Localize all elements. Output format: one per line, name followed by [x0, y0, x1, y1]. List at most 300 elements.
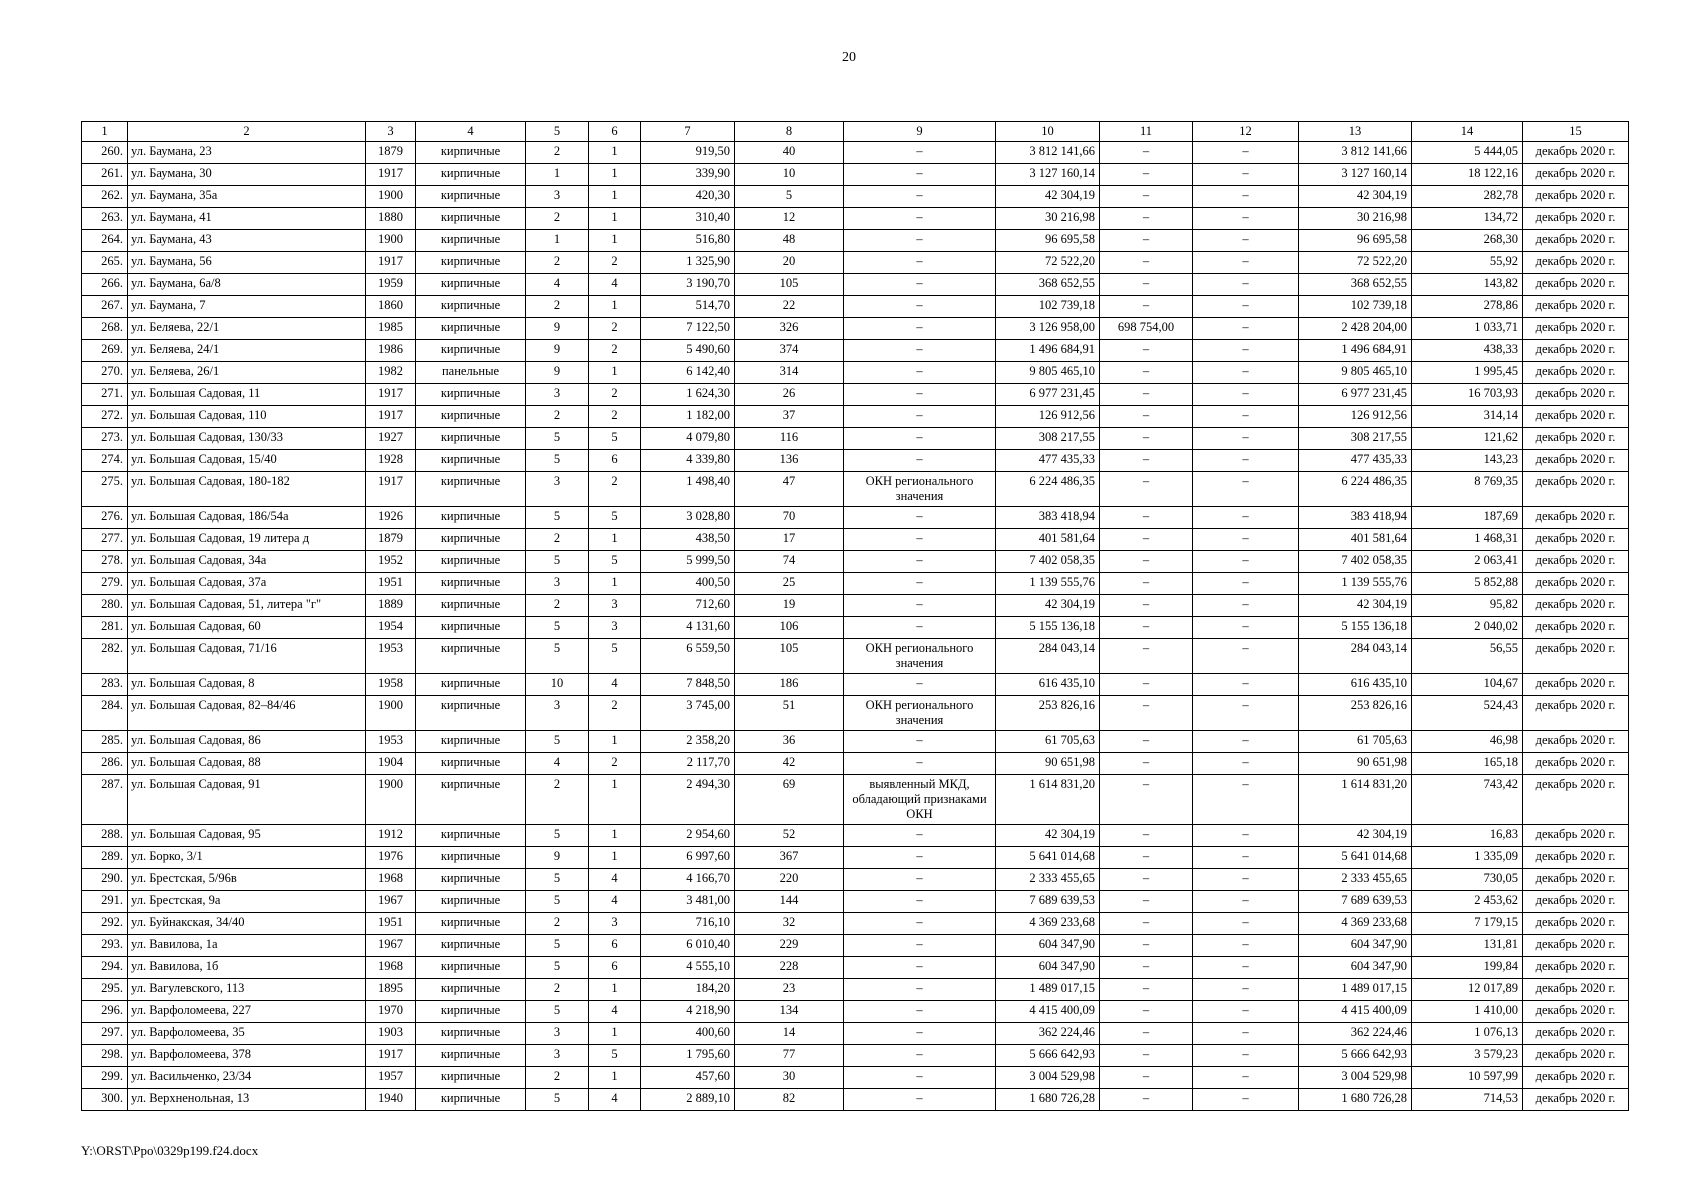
wall-material-cell: кирпичные: [416, 164, 526, 186]
column-header-12: 12: [1193, 122, 1299, 142]
cost-col-13-cell: 2 333 455,65: [1299, 869, 1412, 891]
cost-col-12-cell: –: [1193, 186, 1299, 208]
heritage-status-cell: –: [844, 551, 996, 573]
table-row: [82, 869, 1629, 891]
floors-cell: 9: [526, 847, 589, 869]
cost-col-11-cell: –: [1100, 731, 1193, 753]
wall-material-cell: кирпичные: [416, 825, 526, 847]
address-cell: ул. Большая Садовая, 71/16: [128, 639, 366, 674]
total-cost-cell: 1 489 017,15: [996, 979, 1100, 1001]
heritage-status-cell: –: [844, 891, 996, 913]
table-row: [82, 450, 1629, 472]
cost-col-13-cell: 61 705,63: [1299, 731, 1412, 753]
wall-material-cell: кирпичные: [416, 979, 526, 1001]
cost-per-unit-cell: 438,33: [1412, 340, 1523, 362]
cost-col-13-cell: 4 369 233,68: [1299, 913, 1412, 935]
floors-cell: 1: [526, 230, 589, 252]
cost-col-12-cell: –: [1193, 384, 1299, 406]
floors-cell: 5: [526, 935, 589, 957]
table-row: [82, 573, 1629, 595]
residents-cell: 69: [735, 775, 844, 825]
floors-cell: 5: [526, 639, 589, 674]
total-cost-cell: 477 435,33: [996, 450, 1100, 472]
year-built-cell: 1976: [366, 847, 416, 869]
cost-per-unit-cell: 187,69: [1412, 507, 1523, 529]
heritage-status-cell: –: [844, 252, 996, 274]
heritage-status-cell: ОКН регионального значения: [844, 472, 996, 507]
entrances-cell: 1: [589, 825, 641, 847]
year-built-cell: 1917: [366, 164, 416, 186]
floors-cell: 1: [526, 164, 589, 186]
floors-cell: 5: [526, 1001, 589, 1023]
residents-cell: 134: [735, 1001, 844, 1023]
address-cell: ул. Вавилова, 1б: [128, 957, 366, 979]
completion-date-cell: декабрь 2020 г.: [1523, 252, 1629, 274]
row-number-cell: 296.: [82, 1001, 128, 1023]
heritage-status-cell: –: [844, 731, 996, 753]
area-cell: 1 795,60: [641, 1045, 735, 1067]
cost-col-13-cell: 362 224,46: [1299, 1023, 1412, 1045]
cost-per-unit-cell: 1 076,13: [1412, 1023, 1523, 1045]
address-cell: ул. Васильченко, 23/34: [128, 1067, 366, 1089]
completion-date-cell: декабрь 2020 г.: [1523, 696, 1629, 731]
entrances-cell: 1: [589, 529, 641, 551]
year-built-cell: 1879: [366, 529, 416, 551]
table-row: [82, 891, 1629, 913]
table-row: [82, 753, 1629, 775]
heritage-status-cell: –: [844, 1045, 996, 1067]
cost-col-11-cell: –: [1100, 296, 1193, 318]
year-built-cell: 1926: [366, 507, 416, 529]
floors-cell: 2: [526, 775, 589, 825]
page-number: 20: [842, 50, 856, 65]
residents-cell: 42: [735, 753, 844, 775]
year-built-cell: 1928: [366, 450, 416, 472]
year-built-cell: 1900: [366, 230, 416, 252]
year-built-cell: 1970: [366, 1001, 416, 1023]
address-cell: ул. Большая Садовая, 19 литера д: [128, 529, 366, 551]
wall-material-cell: кирпичные: [416, 340, 526, 362]
wall-material-cell: кирпичные: [416, 384, 526, 406]
cost-col-11-cell: –: [1100, 252, 1193, 274]
residents-cell: 326: [735, 318, 844, 340]
floors-cell: 5: [526, 731, 589, 753]
total-cost-cell: 9 805 465,10: [996, 362, 1100, 384]
cost-col-11-cell: –: [1100, 617, 1193, 639]
total-cost-cell: 604 347,90: [996, 935, 1100, 957]
cost-per-unit-cell: 5 852,88: [1412, 573, 1523, 595]
year-built-cell: 1959: [366, 274, 416, 296]
residents-cell: 105: [735, 639, 844, 674]
cost-col-13-cell: 477 435,33: [1299, 450, 1412, 472]
heritage-status-cell: –: [844, 142, 996, 164]
year-built-cell: 1900: [366, 775, 416, 825]
address-cell: ул. Большая Садовая, 186/54а: [128, 507, 366, 529]
row-number-cell: 268.: [82, 318, 128, 340]
table-row: [82, 551, 1629, 573]
year-built-cell: 1917: [366, 472, 416, 507]
floors-cell: 5: [526, 428, 589, 450]
cost-col-13-cell: 9 805 465,10: [1299, 362, 1412, 384]
total-cost-cell: 1 680 726,28: [996, 1089, 1100, 1111]
area-cell: 5 999,50: [641, 551, 735, 573]
row-number-cell: 294.: [82, 957, 128, 979]
table-row: [82, 318, 1629, 340]
row-number-cell: 267.: [82, 296, 128, 318]
residents-cell: 22: [735, 296, 844, 318]
total-cost-cell: 3 127 160,14: [996, 164, 1100, 186]
cost-col-12-cell: –: [1193, 551, 1299, 573]
area-cell: 6 559,50: [641, 639, 735, 674]
completion-date-cell: декабрь 2020 г.: [1523, 384, 1629, 406]
entrances-cell: 5: [589, 639, 641, 674]
address-cell: ул. Большая Садовая, 15/40: [128, 450, 366, 472]
wall-material-cell: кирпичные: [416, 406, 526, 428]
cost-col-11-cell: –: [1100, 753, 1193, 775]
wall-material-cell: кирпичные: [416, 847, 526, 869]
floors-cell: 3: [526, 696, 589, 731]
area-cell: 7 848,50: [641, 674, 735, 696]
residents-cell: 136: [735, 450, 844, 472]
heritage-status-cell: –: [844, 428, 996, 450]
residents-cell: 52: [735, 825, 844, 847]
address-cell: ул. Большая Садовая, 86: [128, 731, 366, 753]
residents-cell: 106: [735, 617, 844, 639]
address-cell: ул. Беляева, 24/1: [128, 340, 366, 362]
completion-date-cell: декабрь 2020 г.: [1523, 529, 1629, 551]
heritage-status-cell: –: [844, 450, 996, 472]
entrances-cell: 2: [589, 406, 641, 428]
address-cell: ул. Баумана, 43: [128, 230, 366, 252]
heritage-status-cell: –: [844, 935, 996, 957]
heritage-status-cell: –: [844, 529, 996, 551]
completion-date-cell: декабрь 2020 г.: [1523, 573, 1629, 595]
total-cost-cell: 7 689 639,53: [996, 891, 1100, 913]
cost-col-11-cell: –: [1100, 847, 1193, 869]
heritage-status-cell: –: [844, 362, 996, 384]
address-cell: ул. Беляева, 22/1: [128, 318, 366, 340]
area-cell: 2 358,20: [641, 731, 735, 753]
cost-per-unit-cell: 199,84: [1412, 957, 1523, 979]
year-built-cell: 1968: [366, 869, 416, 891]
row-number-cell: 274.: [82, 450, 128, 472]
wall-material-cell: кирпичные: [416, 617, 526, 639]
table-row: [82, 164, 1629, 186]
area-cell: 7 122,50: [641, 318, 735, 340]
cost-col-12-cell: –: [1193, 639, 1299, 674]
area-cell: 4 079,80: [641, 428, 735, 450]
cost-per-unit-cell: 12 017,89: [1412, 979, 1523, 1001]
year-built-cell: 1927: [366, 428, 416, 450]
entrances-cell: 1: [589, 847, 641, 869]
area-cell: 514,70: [641, 296, 735, 318]
cost-col-13-cell: 5 641 014,68: [1299, 847, 1412, 869]
cost-col-13-cell: 5 155 136,18: [1299, 617, 1412, 639]
row-number-cell: 288.: [82, 825, 128, 847]
total-cost-cell: 1 139 555,76: [996, 573, 1100, 595]
year-built-cell: 1917: [366, 384, 416, 406]
entrances-cell: 1: [589, 296, 641, 318]
total-cost-cell: 2 333 455,65: [996, 869, 1100, 891]
cost-col-12-cell: –: [1193, 891, 1299, 913]
area-cell: 339,90: [641, 164, 735, 186]
cost-per-unit-cell: 55,92: [1412, 252, 1523, 274]
row-number-cell: 261.: [82, 164, 128, 186]
heritage-status-cell: –: [844, 164, 996, 186]
table-row: [82, 142, 1629, 164]
completion-date-cell: декабрь 2020 г.: [1523, 428, 1629, 450]
total-cost-cell: 383 418,94: [996, 507, 1100, 529]
residents-cell: 82: [735, 1089, 844, 1111]
residents-cell: 220: [735, 869, 844, 891]
heritage-status-cell: –: [844, 507, 996, 529]
area-cell: 2 117,70: [641, 753, 735, 775]
cost-col-11-cell: –: [1100, 186, 1193, 208]
row-number-cell: 266.: [82, 274, 128, 296]
year-built-cell: 1889: [366, 595, 416, 617]
heritage-status-cell: ОКН регионального значения: [844, 639, 996, 674]
cost-col-11-cell: –: [1100, 891, 1193, 913]
floors-cell: 2: [526, 595, 589, 617]
entrances-cell: 2: [589, 696, 641, 731]
column-header-6: 6: [589, 122, 641, 142]
completion-date-cell: декабрь 2020 г.: [1523, 1067, 1629, 1089]
entrances-cell: 3: [589, 595, 641, 617]
wall-material-cell: кирпичные: [416, 753, 526, 775]
table-row: [82, 230, 1629, 252]
residents-cell: 47: [735, 472, 844, 507]
row-number-cell: 269.: [82, 340, 128, 362]
address-cell: ул. Баумана, 41: [128, 208, 366, 230]
residents-cell: 12: [735, 208, 844, 230]
heritage-status-cell: –: [844, 406, 996, 428]
cost-col-12-cell: –: [1193, 674, 1299, 696]
cost-per-unit-cell: 16 703,93: [1412, 384, 1523, 406]
row-number-cell: 265.: [82, 252, 128, 274]
wall-material-cell: кирпичные: [416, 450, 526, 472]
residents-cell: 367: [735, 847, 844, 869]
cost-col-13-cell: 6 224 486,35: [1299, 472, 1412, 507]
address-cell: ул. Вавилова, 1а: [128, 935, 366, 957]
address-cell: ул. Большая Садовая, 88: [128, 753, 366, 775]
entrances-cell: 1: [589, 979, 641, 1001]
cost-col-11-cell: –: [1100, 1001, 1193, 1023]
cost-col-13-cell: 604 347,90: [1299, 935, 1412, 957]
heritage-status-cell: –: [844, 869, 996, 891]
entrances-cell: 4: [589, 274, 641, 296]
wall-material-cell: кирпичные: [416, 1089, 526, 1111]
address-cell: ул. Варфоломеева, 378: [128, 1045, 366, 1067]
residents-cell: 23: [735, 979, 844, 1001]
cost-col-12-cell: –: [1193, 362, 1299, 384]
completion-date-cell: декабрь 2020 г.: [1523, 472, 1629, 507]
residents-cell: 19: [735, 595, 844, 617]
heritage-status-cell: –: [844, 230, 996, 252]
heritage-status-cell: –: [844, 186, 996, 208]
heritage-status-cell: –: [844, 753, 996, 775]
cost-per-unit-cell: 104,67: [1412, 674, 1523, 696]
completion-date-cell: декабрь 2020 г.: [1523, 142, 1629, 164]
wall-material-cell: кирпичные: [416, 507, 526, 529]
residents-cell: 116: [735, 428, 844, 450]
year-built-cell: 1982: [366, 362, 416, 384]
cost-col-11-cell: –: [1100, 913, 1193, 935]
row-number-cell: 287.: [82, 775, 128, 825]
year-built-cell: 1954: [366, 617, 416, 639]
floors-cell: 4: [526, 274, 589, 296]
year-built-cell: 1912: [366, 825, 416, 847]
area-cell: 6 997,60: [641, 847, 735, 869]
area-cell: 1 498,40: [641, 472, 735, 507]
column-header-11: 11: [1100, 122, 1193, 142]
column-header-10: 10: [996, 122, 1100, 142]
completion-date-cell: декабрь 2020 г.: [1523, 957, 1629, 979]
completion-date-cell: декабрь 2020 г.: [1523, 775, 1629, 825]
residents-cell: 37: [735, 406, 844, 428]
cost-col-13-cell: 42 304,19: [1299, 825, 1412, 847]
address-cell: ул. Большая Садовая, 82–84/46: [128, 696, 366, 731]
cost-col-12-cell: –: [1193, 595, 1299, 617]
address-cell: ул. Брестская, 9а: [128, 891, 366, 913]
completion-date-cell: декабрь 2020 г.: [1523, 230, 1629, 252]
cost-col-12-cell: –: [1193, 208, 1299, 230]
residents-cell: 20: [735, 252, 844, 274]
completion-date-cell: декабрь 2020 г.: [1523, 551, 1629, 573]
row-number-cell: 293.: [82, 935, 128, 957]
row-number-cell: 264.: [82, 230, 128, 252]
cost-col-12-cell: –: [1193, 753, 1299, 775]
year-built-cell: 1880: [366, 208, 416, 230]
heritage-status-cell: –: [844, 674, 996, 696]
heritage-status-cell: –: [844, 384, 996, 406]
cost-col-11-cell: –: [1100, 775, 1193, 825]
year-built-cell: 1952: [366, 551, 416, 573]
wall-material-cell: кирпичные: [416, 935, 526, 957]
wall-material-cell: кирпичные: [416, 1067, 526, 1089]
table-row: [82, 1023, 1629, 1045]
completion-date-cell: декабрь 2020 г.: [1523, 913, 1629, 935]
completion-date-cell: декабрь 2020 г.: [1523, 639, 1629, 674]
wall-material-cell: кирпичные: [416, 639, 526, 674]
total-cost-cell: 308 217,55: [996, 428, 1100, 450]
cost-per-unit-cell: 2 063,41: [1412, 551, 1523, 573]
row-number-cell: 275.: [82, 472, 128, 507]
table-row: [82, 913, 1629, 935]
total-cost-cell: 5 155 136,18: [996, 617, 1100, 639]
cost-per-unit-cell: 278,86: [1412, 296, 1523, 318]
cost-col-11-cell: –: [1100, 639, 1193, 674]
residents-cell: 228: [735, 957, 844, 979]
total-cost-cell: 96 695,58: [996, 230, 1100, 252]
row-number-cell: 271.: [82, 384, 128, 406]
row-number-cell: 300.: [82, 1089, 128, 1111]
cost-col-11-cell: –: [1100, 208, 1193, 230]
row-number-cell: 273.: [82, 428, 128, 450]
area-cell: 1 624,30: [641, 384, 735, 406]
floors-cell: 2: [526, 529, 589, 551]
entrances-cell: 3: [589, 913, 641, 935]
area-cell: 3 028,80: [641, 507, 735, 529]
cost-per-unit-cell: 46,98: [1412, 731, 1523, 753]
year-built-cell: 1967: [366, 891, 416, 913]
completion-date-cell: декабрь 2020 г.: [1523, 825, 1629, 847]
cost-col-12-cell: –: [1193, 731, 1299, 753]
cost-col-11-cell: –: [1100, 384, 1193, 406]
heritage-status-cell: –: [844, 1023, 996, 1045]
cost-col-13-cell: 308 217,55: [1299, 428, 1412, 450]
cost-col-11-cell: –: [1100, 450, 1193, 472]
cost-col-13-cell: 96 695,58: [1299, 230, 1412, 252]
completion-date-cell: декабрь 2020 г.: [1523, 595, 1629, 617]
cost-per-unit-cell: 2 040,02: [1412, 617, 1523, 639]
table-row: [82, 617, 1629, 639]
cost-col-13-cell: 6 977 231,45: [1299, 384, 1412, 406]
wall-material-cell: кирпичные: [416, 674, 526, 696]
cost-per-unit-cell: 524,43: [1412, 696, 1523, 731]
cost-col-13-cell: 616 435,10: [1299, 674, 1412, 696]
address-cell: ул. Большая Садовая, 8: [128, 674, 366, 696]
residents-cell: 314: [735, 362, 844, 384]
cost-col-13-cell: 7 402 058,35: [1299, 551, 1412, 573]
floors-cell: 5: [526, 617, 589, 639]
completion-date-cell: декабрь 2020 г.: [1523, 450, 1629, 472]
completion-date-cell: декабрь 2020 г.: [1523, 362, 1629, 384]
cost-col-11-cell: –: [1100, 164, 1193, 186]
table-row: [82, 340, 1629, 362]
entrances-cell: 4: [589, 869, 641, 891]
cost-col-12-cell: –: [1193, 507, 1299, 529]
table-row: [82, 428, 1629, 450]
cost-per-unit-cell: 165,18: [1412, 753, 1523, 775]
cost-col-11-cell: –: [1100, 340, 1193, 362]
cost-col-11-cell: –: [1100, 696, 1193, 731]
year-built-cell: 1951: [366, 573, 416, 595]
entrances-cell: 2: [589, 252, 641, 274]
floors-cell: 5: [526, 891, 589, 913]
total-cost-cell: 90 651,98: [996, 753, 1100, 775]
cost-col-11-cell: –: [1100, 869, 1193, 891]
cost-col-12-cell: –: [1193, 230, 1299, 252]
cost-col-13-cell: 72 522,20: [1299, 252, 1412, 274]
completion-date-cell: декабрь 2020 г.: [1523, 617, 1629, 639]
floors-cell: 2: [526, 979, 589, 1001]
floors-cell: 5: [526, 1089, 589, 1111]
cost-per-unit-cell: 16,83: [1412, 825, 1523, 847]
completion-date-cell: декабрь 2020 г.: [1523, 186, 1629, 208]
cost-col-12-cell: –: [1193, 1001, 1299, 1023]
completion-date-cell: декабрь 2020 г.: [1523, 1023, 1629, 1045]
table-row: [82, 507, 1629, 529]
address-cell: ул. Большая Садовая, 180-182: [128, 472, 366, 507]
address-cell: ул. Баумана, 7: [128, 296, 366, 318]
cost-per-unit-cell: 143,82: [1412, 274, 1523, 296]
cost-col-13-cell: 1 489 017,15: [1299, 979, 1412, 1001]
cost-per-unit-cell: 282,78: [1412, 186, 1523, 208]
area-cell: 919,50: [641, 142, 735, 164]
entrances-cell: 1: [589, 362, 641, 384]
wall-material-cell: кирпичные: [416, 696, 526, 731]
area-cell: 400,60: [641, 1023, 735, 1045]
residents-cell: 105: [735, 274, 844, 296]
floors-cell: 2: [526, 406, 589, 428]
entrances-cell: 2: [589, 472, 641, 507]
cost-col-11-cell: –: [1100, 507, 1193, 529]
total-cost-cell: 42 304,19: [996, 825, 1100, 847]
residents-cell: 14: [735, 1023, 844, 1045]
table-row: [82, 296, 1629, 318]
row-number-cell: 276.: [82, 507, 128, 529]
completion-date-cell: декабрь 2020 г.: [1523, 208, 1629, 230]
